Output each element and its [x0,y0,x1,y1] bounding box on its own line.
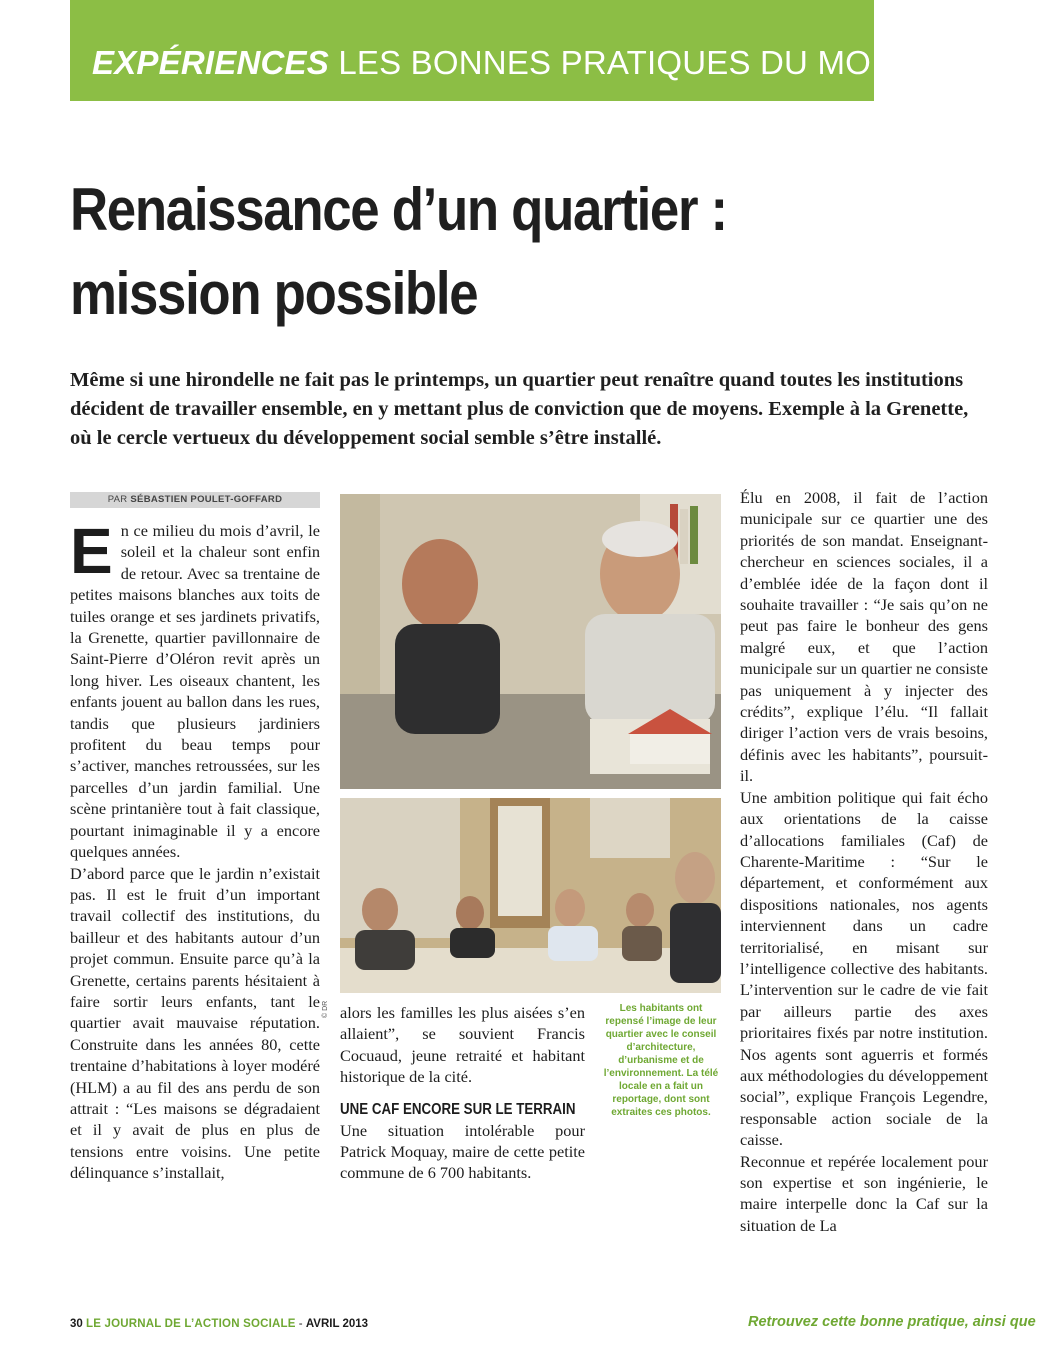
issue-date: AVRIL 2013 [305,1318,369,1330]
byline-prefix: PAR [107,494,128,505]
article-title-line-2: mission possible [70,260,478,327]
paragraph-intro-text: n ce milieu du mois d’avril, le soleil et la chaleur sont enfin de retour. Avec sa trentaine de petites maisons blanches aux toits de tuiles orange et ses jardinets privatifs, la Grenette, quartier pavillonnaire de Saint-Pierre d’Oléron revit après un long hiver. Les oiseaux chantent, les enfants jouent au ballon dans les rues, tandis que plusieurs jardiniers profitent du beau temps pour s’activer, manches retroussées, sur les parcelles d’un jardin familial. Une scène printanière tout à fait classique, pourtant inimaginable il y a encore quelques années. [70,521,320,862]
page-number: 30 [70,1318,83,1330]
paragraph-caf: Une ambition politique qui fait écho aux orientations de la caisse d’allocations familiales (Caf) de Charente-Maritime : “Sur le département, et conformément aux dispositions nationales, nos agents interviennent dans un cadre territorialisé, en misant sur l’intelligence collective des habitants. L’intervention sur le cadre de vie fait par ailleurs partie des axes prioritaires fixés par notre institution. Nos agents sont aguerris et formés aux méthodologies du développement social”, explique François Legendre, responsable action sociale de la caisse. [740,787,988,1150]
banner-text [92,44,903,82]
drop-cap: E [70,515,113,587]
article-lead: Même si une hirondelle ne fait pas le printemps, un quartier peut renaître quand toutes les institutions décident de travailler ensemble, en y mettant plus de conviction que de moyens. Exemple à la Grenette, où le cercle vertueux du développement social semble s’être installé. [70,369,969,449]
promo-link[interactable]: Retrouvez cette bonne pratique, ainsi que [748,1314,1036,1330]
article-title-line-1: Renaissance d’un quartier : [70,176,727,243]
paragraph-body: D’abord parce que le jardin n’existait pas. Il est le fruit d’un important travail collectif des institutions, du bailleur et des habitants autour d’un projet commun. Ensuite parce qu’à la Grenette, certains parents hésitaient à faire sortir leurs enfants, tant le quartier avait mauvaise réputation. Construite dans les années 80, cette trentaine d’habitations à loyer modéré (HLM) a au fil des ans perdu de son attrait : “Les maisons se dégradaient et il y avait de plus en plus de tensions entre voisins. Une petite délinquance s’installait, [70,863,320,1183]
photo-two-men-meeting-image [340,494,721,789]
article-title [70,168,862,336]
paragraph-recognition: Reconnue et repérée localement pour son expertise et son ingénierie, le maire interpelle donc la Caf sur la situation de La [740,1151,988,1235]
byline-author: SÉBASTIEN POULET-GOFFARD [130,494,283,505]
section-subtitle: LES BONNES PRATIQUES DU MOIS [338,44,903,81]
photo-group-meeting [340,798,721,993]
page-footer [70,1318,368,1330]
paragraph-quote-end: alors les familles les plus aisées s’en allaient”, se souvient Francis Cocuaud, jeune retraité et habitant historique de la cité. [340,1003,585,1087]
article-column-1 [70,515,320,1184]
paragraph-elected: Élu en 2008, il fait de l’action municipale sur ce quartier une des priorités de son mandat. Enseignant-chercheur en sciences sociales, il a d’emblée idée de la façon dont il souhaite travailler : “Je sais qu’on ne peut pas faire le bonheur des gens malgré eux, et que l’action municipale sur un quartier ne consiste pas uniquement à y injecter des crédits”, explique l’élu. “Il fallait diriger l’action vers de vrais besoins, définis avec les habitants”, poursuit-il. [740,488,988,786]
photo-credit: © DR [322,1000,329,1018]
byline [70,492,320,508]
paragraph-mayor: Une situation intolérable pour Patrick Moquay, maire de cette petite commune de 6 700 habitants. [340,1120,585,1183]
article-column-3 [740,487,988,1236]
article-column-2 [340,1002,585,1184]
footer-separator: - [295,1318,306,1330]
publication-name: LE JOURNAL DE L’ACTION SOCIALE [86,1318,296,1330]
section-subheading: UNE CAF ENCORE SUR LE TERRAIN [340,1100,576,1118]
photo-group-meeting-image [340,798,721,993]
photo-two-men-meeting [340,494,721,789]
photo-caption: Les habitants ont repensé l’image de leur quartier avec le conseil d’architecture, d’urbanisme et de l’environnement. La télé locale en a fait un reportage, dont sont extraites ces photos. [603,1003,719,1118]
section-label: EXPÉRIENCES [92,44,329,81]
paragraph-intro [70,515,320,863]
